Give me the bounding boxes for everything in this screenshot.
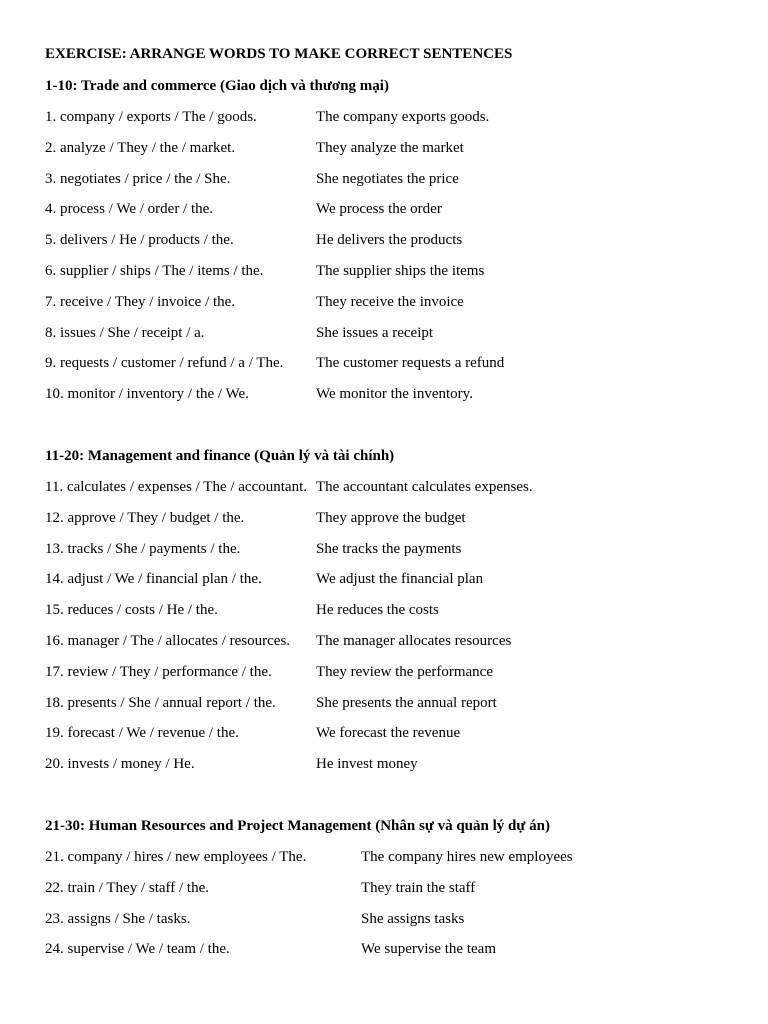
exercise-row [45, 323, 745, 354]
scrambled-words: 10. monitor / inventory / the / We. [45, 386, 249, 403]
answer-sentence: She negotiates the price [316, 170, 459, 187]
scrambled-words: 19. forecast / We / revenue / the. [45, 725, 239, 742]
scrambled-words: 9. requests / customer / refund / a / The. [45, 355, 284, 372]
section-heading: 21-30: Human Resources and Project Management (Nhân sự và quản lý dự án) [45, 818, 550, 834]
answer-sentence: We process the order [316, 201, 442, 218]
exercise-row [45, 292, 745, 323]
scrambled-words: 22. train / They / staff / the. [45, 879, 209, 896]
section-heading: 1-10: Trade and commerce (Giao dịch và thương mại) [45, 78, 389, 94]
answer-sentence: She tracks the payments [316, 540, 462, 557]
scrambled-words: 2. analyze / They / the / market. [45, 139, 236, 156]
exercise-row [45, 539, 745, 570]
answer-sentence: The company exports goods. [316, 109, 490, 125]
answer-sentence: The company hires new employees [361, 849, 573, 865]
exercise-row [45, 662, 745, 693]
exercise-row [45, 878, 745, 909]
answer-sentence: They receive the invoice [316, 293, 464, 310]
section-hr-project-management [45, 816, 745, 970]
exercise-row [45, 693, 745, 724]
answer-sentence: We monitor the inventory. [316, 386, 473, 403]
exercise-row [45, 723, 745, 754]
answer-sentence: We forecast the revenue [316, 725, 461, 742]
scrambled-words: 11. calculates / expenses / The / accountant. [45, 479, 307, 495]
section-heading: 11-20: Management and finance (Quản lý và tài chính) [45, 448, 395, 464]
exercise-row [45, 261, 745, 292]
scrambled-words: 13. tracks / She / payments / the. [45, 540, 241, 557]
exercise-row [45, 230, 745, 261]
exercise-row [45, 199, 745, 230]
answer-sentence: The accountant calculates expenses. [316, 479, 533, 495]
exercise-row [45, 169, 745, 200]
exercise-row [45, 847, 745, 878]
exercise-row [45, 384, 745, 415]
scrambled-words: 3. negotiates / price / the / She. [45, 170, 231, 187]
answer-sentence: He delivers the products [316, 232, 463, 249]
scrambled-words: 18. presents / She / annual report / the. [45, 694, 276, 711]
section-trade-commerce [45, 76, 745, 415]
exercise-row [45, 754, 745, 785]
answer-sentence: They train the staff [361, 879, 476, 896]
exercise-title: EXERCISE: ARRANGE WORDS TO MAKE CORRECT SENTENCES [45, 46, 513, 62]
scrambled-words: 14. adjust / We / financial plan / the. [45, 571, 262, 588]
answer-sentence: They analyze the market [316, 139, 464, 156]
scrambled-words: 1. company / exports / The / goods. [45, 109, 257, 125]
exercise-row [45, 569, 745, 600]
answer-sentence: She issues a receipt [316, 324, 434, 341]
exercise-row [45, 477, 745, 508]
exercise-row [45, 600, 745, 631]
scrambled-words: 4. process / We / order / the. [45, 201, 214, 218]
answer-sentence: They approve the budget [316, 509, 466, 526]
scrambled-words: 12. approve / They / budget / the. [45, 509, 245, 526]
answer-sentence: He reduces the costs [316, 602, 439, 619]
exercise-row [45, 107, 745, 138]
scrambled-words: 16. manager / The / allocates / resources. [45, 632, 291, 649]
exercise-row [45, 939, 745, 970]
scrambled-words: 15. reduces / costs / He / the. [45, 602, 218, 619]
scrambled-words: 24. supervise / We / team / the. [45, 941, 230, 958]
answer-sentence: The supplier ships the items [316, 262, 485, 279]
answer-sentence: We adjust the financial plan [316, 571, 484, 588]
scrambled-words: 23. assigns / She / tasks. [45, 910, 191, 927]
answer-sentence: She presents the annual report [316, 694, 497, 711]
exercise-row [45, 631, 745, 662]
scrambled-words: 6. supplier / ships / The / items / the. [45, 262, 264, 279]
exercise-row [45, 508, 745, 539]
answer-sentence: The manager allocates resources [316, 632, 512, 649]
answer-sentence: She assigns tasks [361, 910, 465, 927]
scrambled-words: 21. company / hires / new employees / The. [45, 849, 307, 865]
answer-sentence: The customer requests a refund [316, 355, 505, 372]
scrambled-words: 5. delivers / He / products / the. [45, 232, 234, 249]
scrambled-words: 20. invests / money / He. [45, 756, 195, 773]
scrambled-words: 8. issues / She / receipt / a. [45, 324, 205, 341]
exercise-row [45, 138, 745, 169]
exercise-row [45, 353, 745, 384]
section-management-finance [45, 446, 745, 785]
scrambled-words: 7. receive / They / invoice / the. [45, 293, 236, 310]
exercise-row [45, 909, 745, 940]
answer-sentence: They review the performance [316, 663, 493, 680]
answer-sentence: He invest money [316, 756, 418, 773]
scrambled-words: 17. review / They / performance / the. [45, 663, 272, 680]
answer-sentence: We supervise the team [361, 941, 496, 958]
